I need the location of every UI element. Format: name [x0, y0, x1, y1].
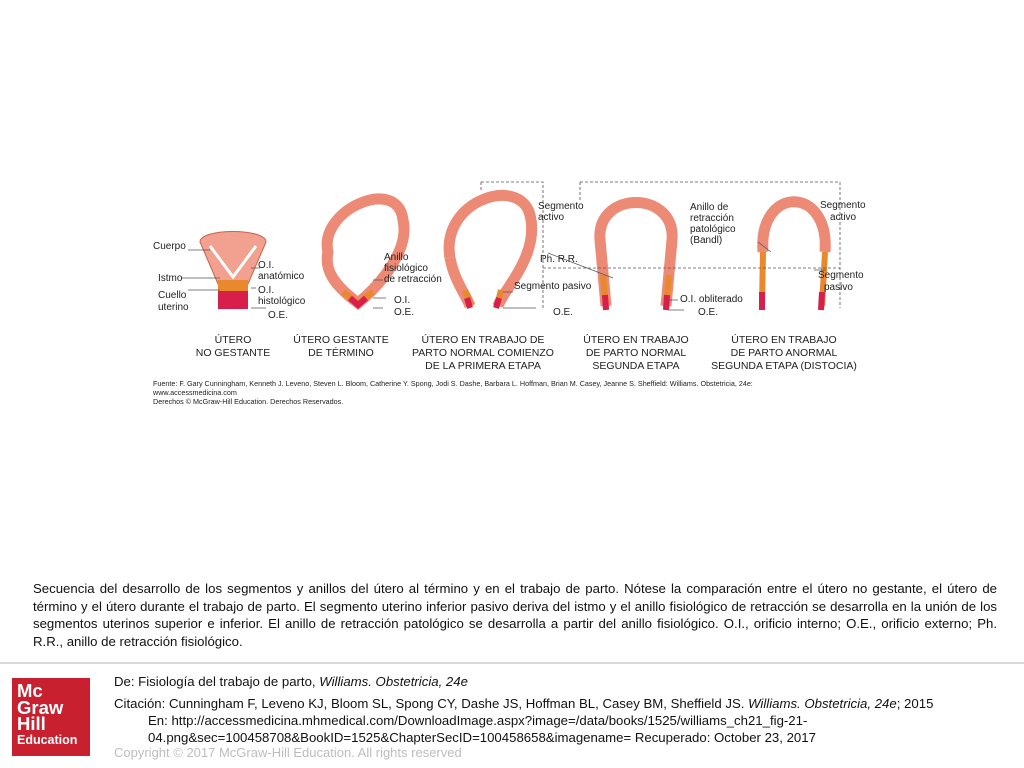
stage-caption-1	[196, 333, 270, 359]
label-bandl-2: retracción	[690, 213, 734, 224]
label-cuello-2: uterino	[158, 302, 189, 313]
label-istmo: Istmo	[158, 273, 183, 284]
citation-url-line-1[interactable]: En: http://accessmedicina.mhmedical.com/DownloadImage.aspx?image=/data/books/1525/williams_ch21_fig-21-	[148, 713, 808, 728]
stage-caption-3	[412, 333, 554, 372]
svg-text:NO GESTANTE: NO GESTANTE	[195, 347, 271, 359]
uterus-dystocia	[762, 202, 825, 310]
label-oi-obliterado: O.I. obliterado	[680, 294, 743, 305]
label-oi-anat-1: O.I.	[258, 260, 275, 271]
uterus-diagram	[148, 180, 870, 408]
uterus-labor-second-stage	[600, 203, 672, 311]
svg-text:ÚTERO GESTANTE: ÚTERO GESTANTE	[293, 334, 389, 346]
label-seg-pasivo-b-1: Segmento	[818, 270, 864, 281]
label-cuerpo: Cuerpo	[153, 241, 186, 252]
source-line-1: Fuente: F. Gary Cunningham, Kenneth J. Leveno, Steven L. Bloom, Catherine Y. Spong, Jodi S. Dashe, Barbara L. Hoffman, Brian M. Casey, Jeanne S. Sheffield: Williams. Obstetricia, 24e:	[153, 379, 753, 388]
label-bandl-4: (Bandl)	[690, 235, 723, 246]
stage-caption-2	[293, 333, 388, 359]
label-oi-2: O.I.	[394, 295, 411, 306]
label-anillo-2: fisiológico	[384, 263, 428, 274]
label-segmento-activo-2: activo	[538, 212, 565, 223]
footer-source: De: Fisiología del trabajo de parto, Williams. Obstetricia, 24e	[114, 674, 468, 689]
uterus-diagram-svg	[148, 180, 870, 408]
label-oi-hist-1: O.I.	[258, 285, 275, 296]
label-seg-pasivo-b-2: pasivo	[824, 282, 853, 293]
label-anillo-3: de retracción	[384, 274, 442, 285]
label-seg-activo-b-1: Segmento	[820, 200, 866, 211]
label-bandl-3: patológico	[690, 224, 736, 235]
source-line-2: www.accessmedicina.com	[153, 388, 237, 397]
label-oe-3: O.E.	[553, 307, 574, 318]
footer-citation: Citación: Cunningham F, Leveno KJ, Bloom SL, Spong CY, Dashe JS, Hoffman BL, Casey BM, Sheffield JS. Williams. Obstetricia, 24e; 2015 En: http://accessmedicina.mhmedical.com/DownloadImage.aspx?image=/data/books/1525/williams_ch21_fig-21- 04.png&sec=100458708&BookID=1525&ChapterSecID=100458658&imagename= Recuperado: October 23, 2017	[114, 695, 1014, 746]
label-cuello-1: Cuello	[158, 290, 187, 301]
mcgraw-hill-logo: Mc Graw Hill Education	[12, 678, 90, 756]
svg-text:SEGUNDA ETAPA: SEGUNDA ETAPA	[592, 360, 680, 372]
label-anillo-1: Anillo	[384, 252, 409, 263]
svg-text:DE LA PRIMERA ETAPA: DE LA PRIMERA ETAPA	[425, 360, 541, 372]
svg-text:SEGUNDA ETAPA (DISTOCIA): SEGUNDA ETAPA (DISTOCIA)	[711, 360, 857, 372]
copyright-notice: Copyright © 2017 McGraw-Hill Education. All rights reserved	[114, 745, 462, 760]
label-oe-4: O.E.	[698, 307, 719, 318]
stage-caption-4	[583, 333, 688, 372]
svg-text:DE TÉRMINO: DE TÉRMINO	[308, 347, 374, 359]
divider	[0, 662, 1024, 664]
stage-caption-5	[711, 333, 857, 372]
label-oe-2: O.E.	[394, 307, 415, 318]
svg-text:DE PARTO NORMAL: DE PARTO NORMAL	[585, 347, 687, 359]
svg-text:ÚTERO EN TRABAJO: ÚTERO EN TRABAJO	[583, 334, 689, 346]
citation-url-line-2[interactable]: 04.png&sec=100458708&BookID=1525&ChapterSecID=100458658&imagename= Recuperado: October 23, 2017	[148, 730, 816, 745]
uterus-nongravid	[200, 232, 266, 310]
label-bandl-1: Anillo de	[690, 202, 729, 213]
figure-caption: Secuencia del desarrollo de los segmentos y anillos del útero al término y en el trabajo de parto. Nótese la comparación entre el útero no gestante, el útero de término y el útero durante el trabajo de parto. El segmento uterino inferior pasivo deriva del istmo y el anillo fisiológico de retracción se desarrolla en la unión de los segmentos uterinos superior e inferior. El anillo de retracción patológico se desarrolla a partir del anillo fisiológico. O.I., orificio interno; O.E., orificio externo; Ph. R.R., anillo de retracción fisiológico.	[33, 581, 997, 649]
svg-text:ÚTERO EN TRABAJO DE: ÚTERO EN TRABAJO DE	[421, 334, 545, 346]
label-oi-anat-2: anatómico	[258, 271, 305, 282]
svg-text:ÚTERO EN TRABAJO: ÚTERO EN TRABAJO	[731, 334, 837, 346]
svg-text:PARTO NORMAL COMIENZO: PARTO NORMAL COMIENZO	[412, 347, 554, 359]
svg-text:DE PARTO ANORMAL: DE PARTO ANORMAL	[730, 347, 838, 359]
label-ph-rr: Ph. R.R.	[540, 254, 578, 265]
label-oe-1: O.E.	[268, 310, 289, 321]
source-line-3: Derechos © McGraw-Hill Education. Derechos Reservados.	[153, 397, 344, 406]
label-oi-hist-2: histológico	[258, 296, 306, 307]
svg-text:ÚTERO: ÚTERO	[214, 334, 252, 346]
footer-book-title: Williams. Obstetricia, 24e	[319, 674, 468, 689]
label-segmento-pasivo: Segmento pasivo	[514, 281, 592, 292]
label-segmento-activo-1: Segmento	[538, 201, 584, 212]
label-seg-activo-b-2: activo	[830, 212, 857, 223]
